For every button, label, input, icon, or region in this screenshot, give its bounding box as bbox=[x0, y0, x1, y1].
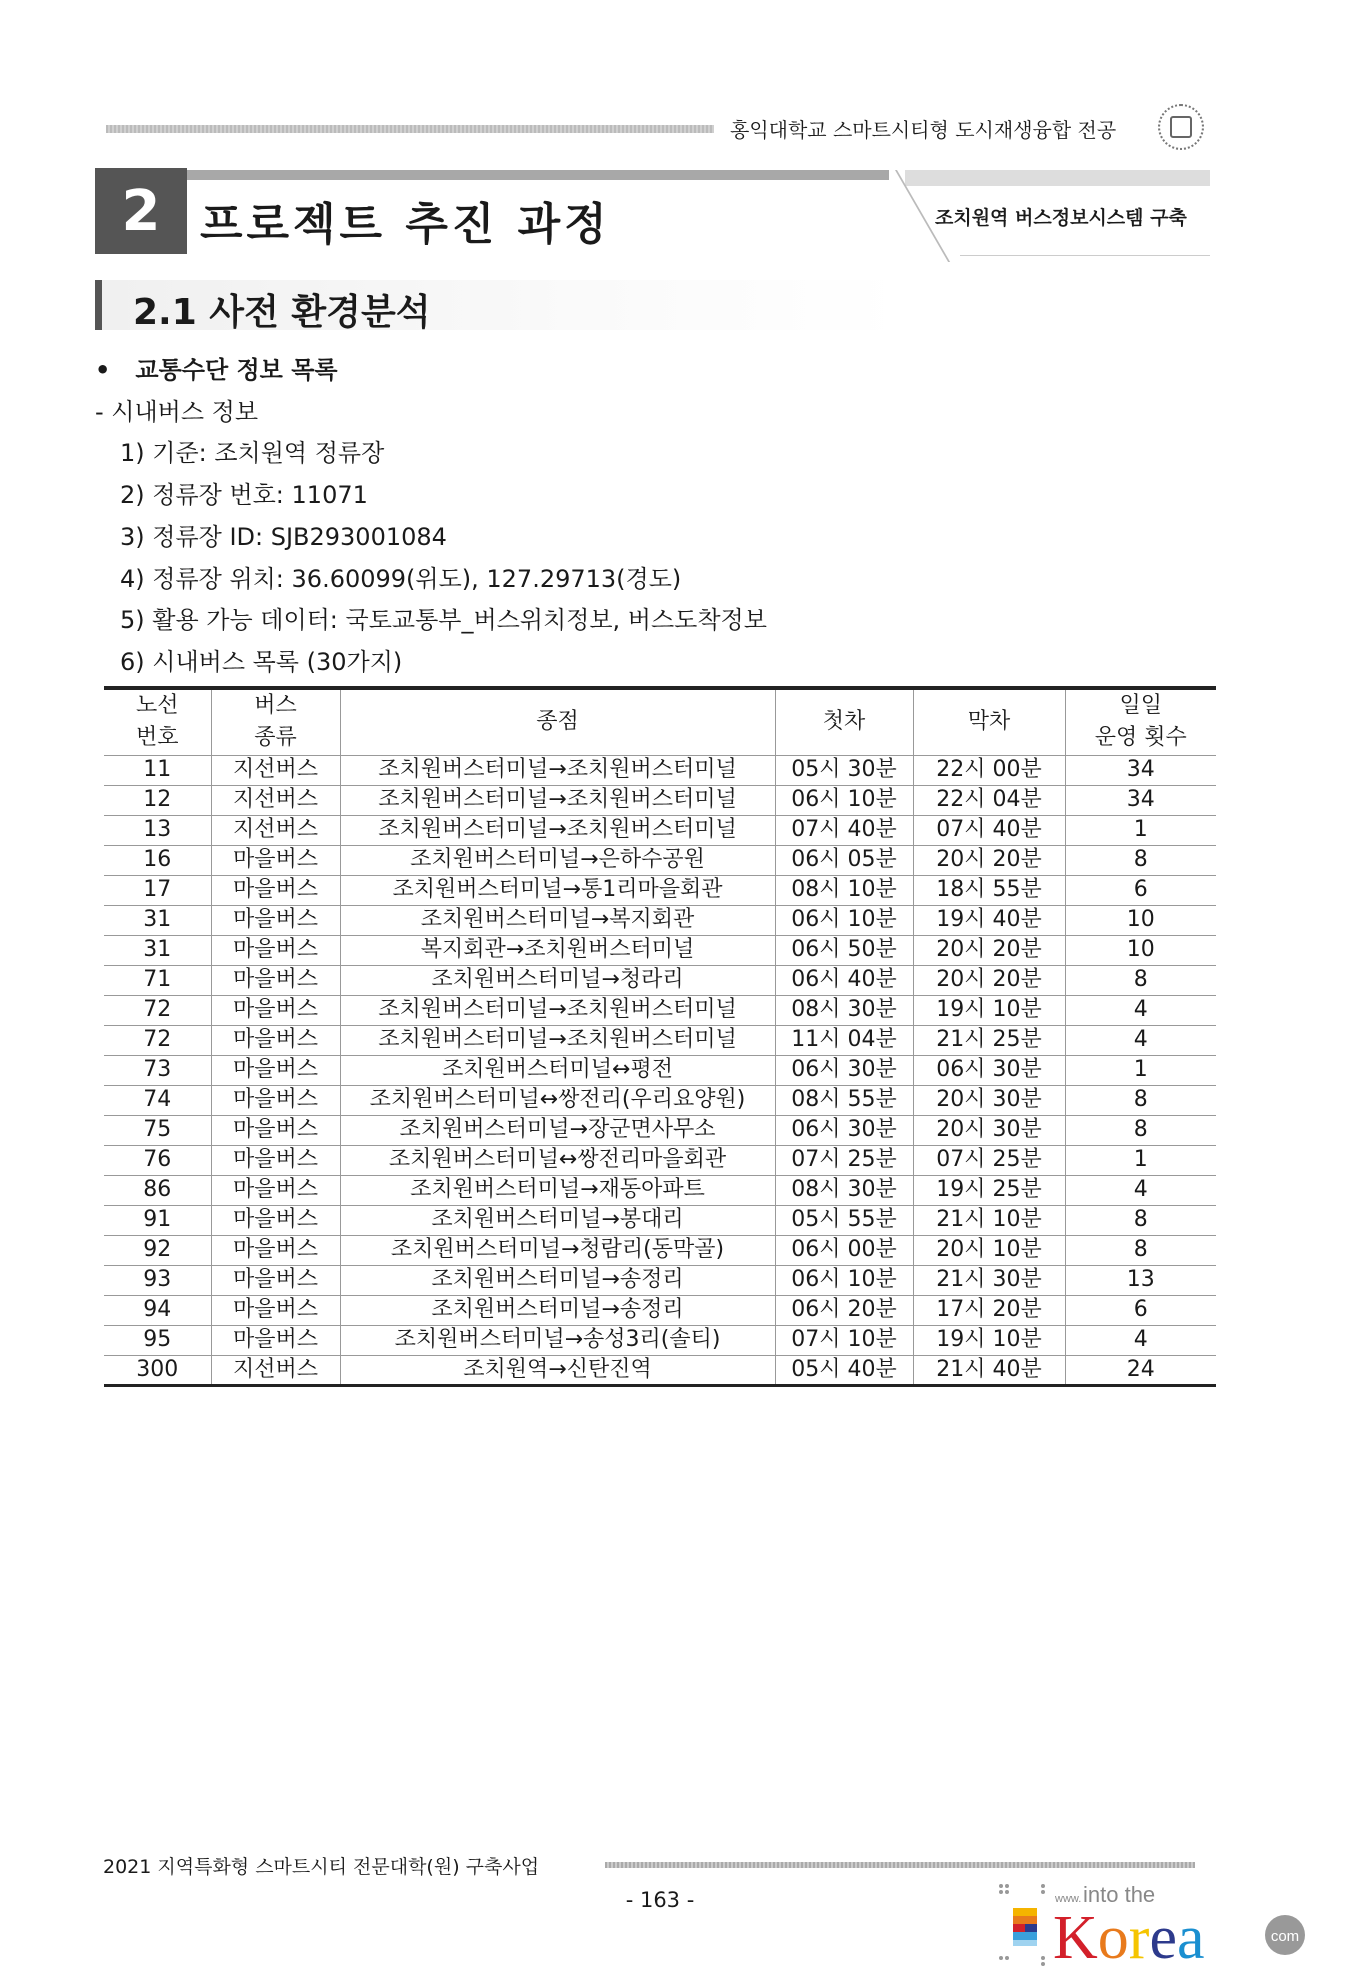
column-header-line: 종점 bbox=[536, 709, 579, 735]
table-cell: 08시 30분 bbox=[775, 995, 913, 1025]
table-cell: 4 bbox=[1065, 995, 1216, 1025]
table-cell: 마을버스 bbox=[211, 905, 340, 935]
table-cell: 마을버스 bbox=[211, 1265, 340, 1295]
table-cell: 10 bbox=[1065, 935, 1216, 965]
table-row bbox=[104, 755, 1216, 785]
column-header-line: 번호 bbox=[135, 725, 179, 751]
table-cell: 24 bbox=[1065, 1355, 1216, 1385]
table-cell: 17시 20분 bbox=[913, 1295, 1065, 1325]
table-row bbox=[104, 1325, 1216, 1355]
table-cell: 06시 05분 bbox=[775, 845, 913, 875]
column-header-line: 일일 bbox=[1119, 693, 1162, 719]
table-cell: 1 bbox=[1065, 1145, 1216, 1175]
table-cell: 21시 40분 bbox=[913, 1355, 1065, 1385]
table-cell: 마을버스 bbox=[211, 1025, 340, 1055]
chapter-title: 프로젝트 추진 과정 bbox=[200, 199, 611, 250]
table-cell: 13 bbox=[104, 815, 211, 845]
watermark-www: www. bbox=[1055, 1893, 1082, 1905]
info-item: 1) 기준: 조치원역 정류장 bbox=[120, 439, 385, 467]
column-header-line: 노선 bbox=[135, 693, 179, 719]
table-row bbox=[104, 1085, 1216, 1115]
table-cell: 복지회관→조치원버스터미널 bbox=[340, 935, 775, 965]
footer-rule bbox=[605, 1862, 1195, 1868]
column-header bbox=[211, 688, 340, 755]
table-cell: 마을버스 bbox=[211, 1295, 340, 1325]
table-cell: 86 bbox=[104, 1175, 211, 1205]
table-cell: 11시 04분 bbox=[775, 1025, 913, 1055]
table-cell: 21시 25분 bbox=[913, 1025, 1065, 1055]
table-row bbox=[104, 905, 1216, 935]
column-header-line: 버스 bbox=[254, 693, 297, 719]
table-row bbox=[104, 1025, 1216, 1055]
table-cell: 20시 20분 bbox=[913, 965, 1065, 995]
table-cell: 18시 55분 bbox=[913, 875, 1065, 905]
table-cell: 300 bbox=[104, 1355, 211, 1385]
table-row bbox=[104, 1205, 1216, 1235]
table-cell: 조치원버스터미널→송정리 bbox=[340, 1295, 775, 1325]
table-cell: 06시 30분 bbox=[913, 1055, 1065, 1085]
table-row bbox=[104, 995, 1216, 1025]
table-cell: 6 bbox=[1065, 875, 1216, 905]
table-row bbox=[104, 1355, 1216, 1385]
table-cell: 06시 20분 bbox=[775, 1295, 913, 1325]
table-cell: 마을버스 bbox=[211, 1205, 340, 1235]
table-cell: 19시 10분 bbox=[913, 1325, 1065, 1355]
table-cell: 지선버스 bbox=[211, 815, 340, 845]
table-cell: 마을버스 bbox=[211, 1235, 340, 1265]
table-cell: 20시 10분 bbox=[913, 1235, 1065, 1265]
table-cell: 마을버스 bbox=[211, 965, 340, 995]
table-row bbox=[104, 1295, 1216, 1325]
table-cell: 22시 04분 bbox=[913, 785, 1065, 815]
table-cell: 74 bbox=[104, 1085, 211, 1115]
column-header-line: 막차 bbox=[967, 709, 1011, 735]
header-rule bbox=[106, 125, 714, 133]
bus-route-table bbox=[104, 686, 1216, 1387]
table-row bbox=[104, 1145, 1216, 1175]
table-cell: 조치원버스터미널→은하수공원 bbox=[340, 845, 775, 875]
table-row bbox=[104, 1265, 1216, 1295]
column-header-line: 운영 횟수 bbox=[1094, 725, 1187, 751]
table-cell: 06시 50분 bbox=[775, 935, 913, 965]
table-cell: 16 bbox=[104, 845, 211, 875]
table-cell: 07시 25분 bbox=[775, 1145, 913, 1175]
table-cell: 20시 30분 bbox=[913, 1085, 1065, 1115]
section-marker bbox=[95, 280, 102, 330]
table-cell: 4 bbox=[1065, 1025, 1216, 1055]
table-cell: 34 bbox=[1065, 785, 1216, 815]
table-cell: 조치원버스터미널→조치원버스터미널 bbox=[340, 1025, 775, 1055]
table-cell: 13 bbox=[1065, 1265, 1216, 1295]
table-cell: 20시 20분 bbox=[913, 935, 1065, 965]
table-cell: 마을버스 bbox=[211, 1145, 340, 1175]
table-cell: 1 bbox=[1065, 815, 1216, 845]
table-cell: 조치원버스터미널→조치원버스터미널 bbox=[340, 995, 775, 1025]
table-cell: 마을버스 bbox=[211, 1325, 340, 1355]
table-cell: 조치원버스터미널→청라리 bbox=[340, 965, 775, 995]
table-row bbox=[104, 845, 1216, 875]
table-cell: 11 bbox=[104, 755, 211, 785]
table-cell: 지선버스 bbox=[211, 785, 340, 815]
column-header-line: 첫차 bbox=[822, 709, 866, 735]
chapter-bottom-rule bbox=[960, 255, 1210, 256]
table-cell: 94 bbox=[104, 1295, 211, 1325]
table-row bbox=[104, 875, 1216, 905]
bullet-text: 교통수단 정보 목록 bbox=[135, 356, 338, 384]
table-cell: 조치원버스터미널→송성3리(솔티) bbox=[340, 1325, 775, 1355]
column-header bbox=[104, 688, 211, 755]
table-cell: 조치원버스터미널→조치원버스터미널 bbox=[340, 815, 775, 845]
table-cell: 8 bbox=[1065, 1085, 1216, 1115]
table-cell: 조치원버스터미널→재동아파트 bbox=[340, 1175, 775, 1205]
table-body bbox=[104, 755, 1216, 1385]
table-cell: 조치원버스터미널↔쌍전리(우리요양원) bbox=[340, 1085, 775, 1115]
table-cell: 20시 30분 bbox=[913, 1115, 1065, 1145]
table-cell: 8 bbox=[1065, 1115, 1216, 1145]
table-cell: 19시 10분 bbox=[913, 995, 1065, 1025]
table-cell: 05시 30분 bbox=[775, 755, 913, 785]
info-item: 2) 정류장 번호: 11071 bbox=[120, 481, 368, 509]
info-item: 3) 정류장 ID: SJB293001084 bbox=[120, 523, 447, 551]
table-cell: 조치원버스터미널↔쌍전리마을회관 bbox=[340, 1145, 775, 1175]
table-cell: 07시 40분 bbox=[775, 815, 913, 845]
table-cell: 조치원버스터미널→청람리(동막골) bbox=[340, 1235, 775, 1265]
table-row bbox=[104, 815, 1216, 845]
table-cell: 4 bbox=[1065, 1175, 1216, 1205]
table-cell: 마을버스 bbox=[211, 875, 340, 905]
table-cell: 마을버스 bbox=[211, 995, 340, 1025]
table-cell: 조치원버스터미널→송정리 bbox=[340, 1265, 775, 1295]
table-cell: 06시 30분 bbox=[775, 1115, 913, 1145]
chapter-bar bbox=[187, 170, 889, 180]
footer-program: 2021 지역특화형 스마트시티 전문대학(원) 구축사업 bbox=[103, 1856, 540, 1878]
table-row bbox=[104, 1235, 1216, 1265]
table-cell: 4 bbox=[1065, 1325, 1216, 1355]
table-cell: 07시 40분 bbox=[913, 815, 1065, 845]
column-header bbox=[340, 688, 775, 755]
table-cell: 8 bbox=[1065, 845, 1216, 875]
table-cell: 08시 10분 bbox=[775, 875, 913, 905]
watermark-com: com bbox=[1270, 1928, 1300, 1945]
table-cell: 6 bbox=[1065, 1295, 1216, 1325]
column-header-line: 종류 bbox=[254, 725, 297, 751]
info-item: 6) 시내버스 목록 (30가지) bbox=[120, 648, 403, 676]
table-cell: 31 bbox=[104, 905, 211, 935]
table-cell: 95 bbox=[104, 1325, 211, 1355]
table-cell: 조치원버스터미널→장군면사무소 bbox=[340, 1115, 775, 1145]
table-cell: 06시 30분 bbox=[775, 1055, 913, 1085]
table-cell: 34 bbox=[1065, 755, 1216, 785]
table-cell: 21시 30분 bbox=[913, 1265, 1065, 1295]
watermark-korea: Korea bbox=[1053, 1904, 1205, 1970]
table-cell: 12 bbox=[104, 785, 211, 815]
table-cell: 마을버스 bbox=[211, 1115, 340, 1145]
table-cell: 91 bbox=[104, 1205, 211, 1235]
column-header bbox=[913, 688, 1065, 755]
table-cell: 21시 10분 bbox=[913, 1205, 1065, 1235]
table-cell: 조치원버스터미널↔평전 bbox=[340, 1055, 775, 1085]
intothekorea-watermark-logo bbox=[995, 1880, 1315, 1970]
table-cell: 1 bbox=[1065, 1055, 1216, 1085]
table-cell: 마을버스 bbox=[211, 1055, 340, 1085]
table-row bbox=[104, 935, 1216, 965]
table-row bbox=[104, 1115, 1216, 1145]
table-row bbox=[104, 785, 1216, 815]
subheading: - 시내버스 정보 bbox=[95, 398, 259, 426]
table-cell: 마을버스 bbox=[211, 1085, 340, 1115]
table-cell: 31 bbox=[104, 935, 211, 965]
table-row bbox=[104, 1175, 1216, 1205]
section-title: 2.1 사전 환경분석 bbox=[133, 292, 431, 333]
info-item: 5) 활용 가능 데이터: 국토교통부_버스위치정보, 버스도착정보 bbox=[120, 606, 767, 634]
table-cell: 71 bbox=[104, 965, 211, 995]
column-header bbox=[775, 688, 913, 755]
table-cell: 93 bbox=[104, 1265, 211, 1295]
table-cell: 73 bbox=[104, 1055, 211, 1085]
table-cell: 72 bbox=[104, 995, 211, 1025]
university-seal-icon bbox=[1158, 104, 1204, 150]
table-cell: 72 bbox=[104, 1025, 211, 1055]
table-cell: 조치원버스터미널→봉대리 bbox=[340, 1205, 775, 1235]
table-cell: 마을버스 bbox=[211, 1175, 340, 1205]
table-cell: 8 bbox=[1065, 1235, 1216, 1265]
table-cell: 76 bbox=[104, 1145, 211, 1175]
table-cell: 조치원버스터미널→조치원버스터미널 bbox=[340, 755, 775, 785]
table-cell: 22시 00분 bbox=[913, 755, 1065, 785]
table-cell: 06시 40분 bbox=[775, 965, 913, 995]
table-header-row bbox=[104, 688, 1216, 755]
table-cell: 06시 00분 bbox=[775, 1235, 913, 1265]
table-cell: 06시 10분 bbox=[775, 905, 913, 935]
info-item: 4) 정류장 위치: 36.60099(위도), 127.29713(경도) bbox=[120, 565, 682, 593]
column-header bbox=[1065, 688, 1216, 755]
table-cell: 06시 10분 bbox=[775, 785, 913, 815]
bullet-heading: • 교통수단 정보 목록 bbox=[95, 356, 338, 384]
table-cell: 75 bbox=[104, 1115, 211, 1145]
table-cell: 마을버스 bbox=[211, 935, 340, 965]
table-cell: 8 bbox=[1065, 965, 1216, 995]
table-row bbox=[104, 965, 1216, 995]
table-cell: 조치원버스터미널→복지회관 bbox=[340, 905, 775, 935]
table-cell: 지선버스 bbox=[211, 1355, 340, 1385]
table-cell: 8 bbox=[1065, 1205, 1216, 1235]
table-cell: 10 bbox=[1065, 905, 1216, 935]
table-cell: 05시 55분 bbox=[775, 1205, 913, 1235]
table-cell: 92 bbox=[104, 1235, 211, 1265]
table-cell: 06시 10분 bbox=[775, 1265, 913, 1295]
chapter-subtitle: 조치원역 버스정보시스템 구축 bbox=[935, 207, 1187, 229]
table-cell: 조치원역→신탄진역 bbox=[340, 1355, 775, 1385]
chapter-bar-right bbox=[905, 170, 1210, 186]
table-cell: 조치원버스터미널→조치원버스터미널 bbox=[340, 785, 775, 815]
table-cell: 지선버스 bbox=[211, 755, 340, 785]
table-cell: 19시 25분 bbox=[913, 1175, 1065, 1205]
table-row bbox=[104, 1055, 1216, 1085]
table-cell: 조치원버스터미널→통1리마을회관 bbox=[340, 875, 775, 905]
page-number: - 163 - bbox=[625, 1888, 695, 1912]
table-cell: 05시 40분 bbox=[775, 1355, 913, 1385]
table-cell: 07시 25분 bbox=[913, 1145, 1065, 1175]
table-cell: 17 bbox=[104, 875, 211, 905]
table-cell: 20시 20분 bbox=[913, 845, 1065, 875]
table-cell: 07시 10분 bbox=[775, 1325, 913, 1355]
table-cell: 19시 40분 bbox=[913, 905, 1065, 935]
header-institution: 홍익대학교 스마트시티형 도시재생융합 전공 bbox=[730, 118, 1117, 142]
table-cell: 08시 30분 bbox=[775, 1175, 913, 1205]
table-cell: 08시 55분 bbox=[775, 1085, 913, 1115]
watermark-into: into the bbox=[1083, 1882, 1156, 1907]
chapter-number: 2 bbox=[95, 168, 187, 254]
table-cell: 마을버스 bbox=[211, 845, 340, 875]
